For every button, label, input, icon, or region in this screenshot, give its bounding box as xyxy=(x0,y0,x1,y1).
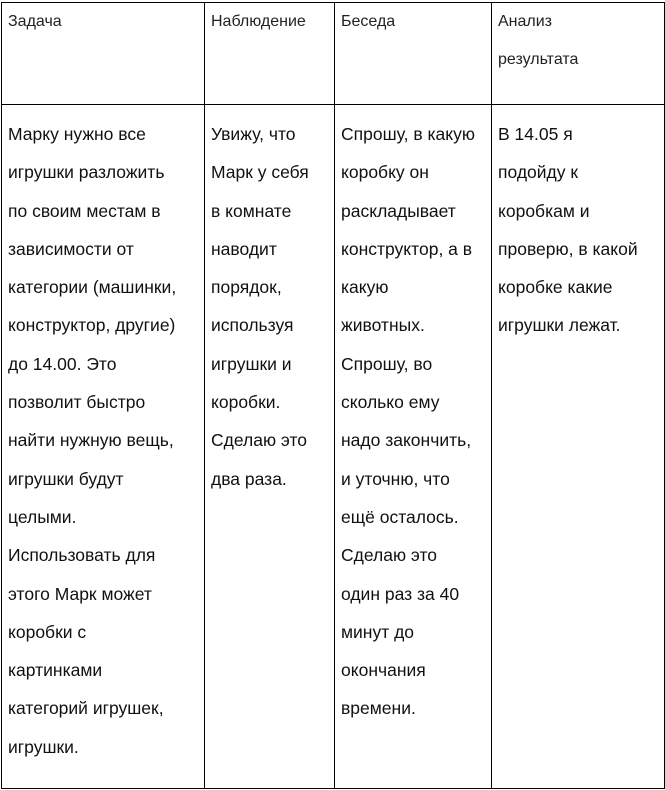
text-line: животных. xyxy=(341,315,425,336)
text-line: коробке какие xyxy=(498,277,613,298)
text-line: проверю, в какой xyxy=(498,238,638,259)
header-text xyxy=(335,3,491,41)
text-line: надо закончить, xyxy=(341,430,472,451)
header-text xyxy=(2,3,204,41)
header-cell-analysis xyxy=(492,3,665,105)
cell-text xyxy=(335,105,491,728)
cell-conversation xyxy=(335,105,492,789)
header-cell-conversation xyxy=(335,3,492,105)
text-line: используя xyxy=(211,315,294,336)
text-line: подойду к xyxy=(498,162,579,183)
text-line: коробки с xyxy=(8,621,87,642)
text-line: Марк у себя xyxy=(211,162,309,183)
text-line: Марку нужно все xyxy=(8,124,146,144)
text-line: категорий игрушек, xyxy=(8,698,164,719)
text-line: Сделаю это xyxy=(341,545,438,566)
text-line: два раза. xyxy=(211,468,287,489)
text-line: Увижу, что xyxy=(211,124,296,144)
cell-text xyxy=(205,105,334,498)
body-row xyxy=(2,105,665,789)
text-line: ещё осталось. xyxy=(341,506,459,527)
text-line: Задача xyxy=(8,13,62,30)
header-text xyxy=(492,3,664,79)
text-line: картинками xyxy=(8,660,103,681)
text-line: Спрошу, в какую xyxy=(341,124,476,144)
text-line: раскладывает xyxy=(341,200,456,221)
text-line: времени. xyxy=(341,698,416,719)
text-line: Сделаю это xyxy=(211,430,308,451)
text-line: Анализ xyxy=(498,13,553,30)
cell-observation xyxy=(205,105,335,789)
text-line: игрушки. xyxy=(8,736,79,757)
cell-analysis xyxy=(492,105,665,789)
text-line: целыми. xyxy=(8,506,77,527)
text-line: конструктор, другие) xyxy=(8,315,176,336)
header-cell-observation xyxy=(205,3,335,105)
cell-text xyxy=(492,105,664,345)
text-line: окончания xyxy=(341,660,426,681)
text-line: этого Марк может xyxy=(8,583,152,604)
text-line: коробку он xyxy=(341,162,429,183)
text-line: порядок, xyxy=(211,277,282,298)
text-line: какую xyxy=(341,277,389,298)
text-line: результата xyxy=(498,51,579,68)
text-line: игрушки разложить xyxy=(8,162,165,183)
plan-table xyxy=(1,2,665,789)
text-line: Наблюдение xyxy=(211,13,306,30)
text-line: игрушки и xyxy=(211,353,292,374)
text-line: Спрошу, во xyxy=(341,353,433,374)
text-line: один раз за 40 xyxy=(341,583,460,604)
text-line: В 14.05 я xyxy=(498,124,573,144)
text-line: Использовать для xyxy=(8,545,156,566)
text-line: в комнате xyxy=(211,200,292,221)
text-line: коробкам и xyxy=(498,200,590,221)
text-line: позволит быстро xyxy=(8,392,146,413)
text-line: найти нужную вещь, xyxy=(8,430,174,451)
text-line: игрушки будут xyxy=(8,468,124,489)
text-line: игрушки лежат. xyxy=(498,315,621,336)
cell-task xyxy=(2,105,205,789)
text-line: наводит xyxy=(211,238,277,259)
header-row xyxy=(2,3,665,105)
cell-text xyxy=(2,105,204,766)
header-text xyxy=(205,3,334,41)
text-line: и уточню, что xyxy=(341,468,450,489)
text-line: сколько ему xyxy=(341,392,440,413)
text-line: коробки. xyxy=(211,392,281,413)
text-line: категории (машинки, xyxy=(8,277,177,298)
text-line: Беседа xyxy=(341,13,396,30)
header-cell-task xyxy=(2,3,205,105)
text-line: минут до xyxy=(341,621,415,642)
text-line: зависимости от xyxy=(8,238,134,259)
text-line: по своим местам в xyxy=(8,200,161,221)
text-line: до 14.00. Это xyxy=(8,353,117,374)
text-line: конструктор, а в xyxy=(341,238,473,259)
